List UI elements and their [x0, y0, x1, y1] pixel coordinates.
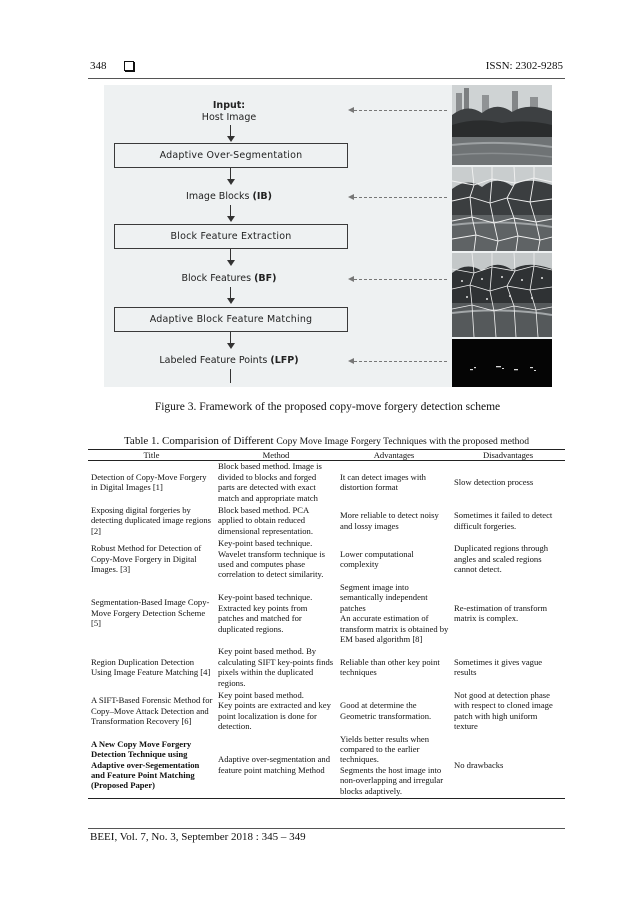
cell-title: Segmentation-Based Image Copy-Move Forgery Detection Scheme [5] — [91, 597, 210, 629]
page-footer: BEEI, Vol. 7, No. 3, September 2018 : 345 – 349 — [90, 831, 306, 843]
block-features-image — [452, 253, 552, 337]
arrow-down-icon — [227, 260, 235, 266]
cell-advantages: More reliable to detect noisy and lossy images — [340, 510, 439, 531]
cell-advantages: Lower computational complexity — [340, 548, 414, 570]
column-header: Method — [215, 450, 337, 461]
figure-caption: Figure 3. Framework of the proposed copy-move forgery detection scheme — [154, 401, 501, 413]
table-row-proposed — [88, 734, 565, 799]
cell-method: Key-point based technique. Wavelet transform technique is used and computes phase correlation to detect similarity. — [218, 538, 325, 580]
cell-method: Key point based method. By calculating SIFT key-points finds pixels within the duplicated regions. — [218, 646, 334, 688]
comparison-table — [88, 449, 565, 799]
page-header — [90, 60, 565, 80]
input-sub-label: Host Image — [201, 112, 257, 123]
arrow-down-icon — [227, 343, 235, 349]
arrow-down-icon — [227, 179, 235, 185]
image-blocks-image — [452, 167, 552, 251]
footer-rule — [88, 828, 565, 829]
cell-advantages: It can detect images with distortion format — [340, 471, 426, 493]
framework-flowchart — [104, 85, 354, 387]
cell-method: Adaptive over-segmentation and feature point matching Method — [215, 734, 337, 799]
cell-disadvantages: Sometimes it gives vague results — [454, 656, 543, 678]
output-block-features: Block Features (BF) — [181, 273, 277, 284]
output-image-blocks: Image Blocks (IB) — [186, 191, 272, 202]
cell-disadvantages: Sometimes it failed to detect difficult forgeries. — [454, 510, 553, 531]
dashed-arrow-left-icon — [354, 197, 447, 198]
cell-title: Detection of Copy-Move Forgery in Digital Images [1] — [91, 471, 207, 493]
table-row — [88, 690, 565, 734]
cell-method: Block based method. PCA applied to obtain reduced dimensional representation. — [218, 505, 313, 536]
table-title: Table 1. Comparision of Different Copy Move Image Forgery Techniques with the proposed method — [123, 435, 530, 447]
checkbox-symbol-icon — [124, 61, 134, 71]
table-row — [88, 582, 565, 646]
arrow-down-icon — [227, 216, 235, 222]
connector — [230, 369, 231, 383]
table-row — [88, 646, 565, 690]
cell-title: Robust Method for Detection of Copy-Move Forgery in Digital Images. [3] — [91, 543, 202, 575]
cell-disadvantages: Re-estimation of transform matrix is complex. — [454, 602, 548, 624]
step-adaptive-over-segmentation: Adaptive Over-Segmentation — [114, 143, 348, 168]
cell-advantages: Good at determine the Geometric transformation. — [340, 700, 432, 721]
cell-disadvantages: Duplicated regions through angles and scaled regions cannot detect. — [454, 543, 549, 575]
cell-title: Exposing digital forgeries by detecting duplicated image regions [2] — [91, 505, 212, 536]
input-label: Input: — [212, 100, 246, 111]
cell-disadvantages: No drawbacks — [451, 734, 565, 799]
column-header: Disadvantages — [451, 450, 565, 461]
cell-advantages: Reliable than other key point techniques — [340, 656, 440, 678]
cell-title: A SIFT-Based Forensic Method for Copy–Move Attack Detection and Transformation Recovery [6] — [91, 695, 213, 726]
cell-method: Key point based method. Key points are extracted and key point localization is done for detection. — [218, 689, 331, 732]
header-rule — [88, 78, 565, 79]
cell-disadvantages: Slow detection process — [454, 477, 534, 488]
issn: ISSN: 2302-9285 — [485, 60, 563, 72]
table-row — [88, 538, 565, 582]
table-row — [88, 505, 565, 538]
cell-method: Key-point based technique. Extracted key points from patches and matched for duplicated regions. — [218, 592, 313, 634]
dashed-arrow-left-icon — [354, 110, 447, 111]
labeled-feature-points-image — [452, 339, 552, 387]
host-image — [452, 85, 552, 165]
cell-advantages: Yields better results when compared to the earlier techniques. Segments the host image into non-overlapping and irregular blocks adaptively. — [337, 734, 451, 799]
arrow-down-icon — [227, 298, 235, 304]
page-number: 348 — [90, 60, 107, 72]
step-block-feature-extraction: Block Feature Extraction — [114, 224, 348, 249]
column-header: Advantages — [337, 450, 451, 461]
cell-title: Region Duplication Detection Using Image Feature Matching [4] — [91, 656, 211, 678]
step-adaptive-block-feature-matching: Adaptive Block Feature Matching — [114, 307, 348, 332]
cell-method: Block based method. Image is divided to blocks and forged parts are detected with exact match and appropriate match — [218, 461, 322, 503]
output-labeled-feature-points: Labeled Feature Points (LFP) — [159, 355, 299, 366]
dashed-arrow-left-icon — [354, 279, 447, 280]
cell-advantages: Segment image into semantically independent patches An accurate estimation of transform matrix is obtained by EM based algorithm [8] — [340, 581, 449, 644]
cell-disadvantages: Not good at detection phase with respect to cloned image patch with high uniform texture — [454, 689, 553, 732]
table-row — [88, 461, 565, 505]
dashed-arrow-left-icon — [354, 361, 447, 362]
table-header-row — [88, 450, 565, 461]
figure-3 — [104, 85, 552, 387]
column-header: Title — [88, 450, 215, 461]
arrow-down-icon — [227, 136, 235, 142]
cell-title: A New Copy Move Forgery Detection Technique using Adaptive over-Segementation and Feature Point Matching (Proposed Paper) — [88, 734, 215, 799]
